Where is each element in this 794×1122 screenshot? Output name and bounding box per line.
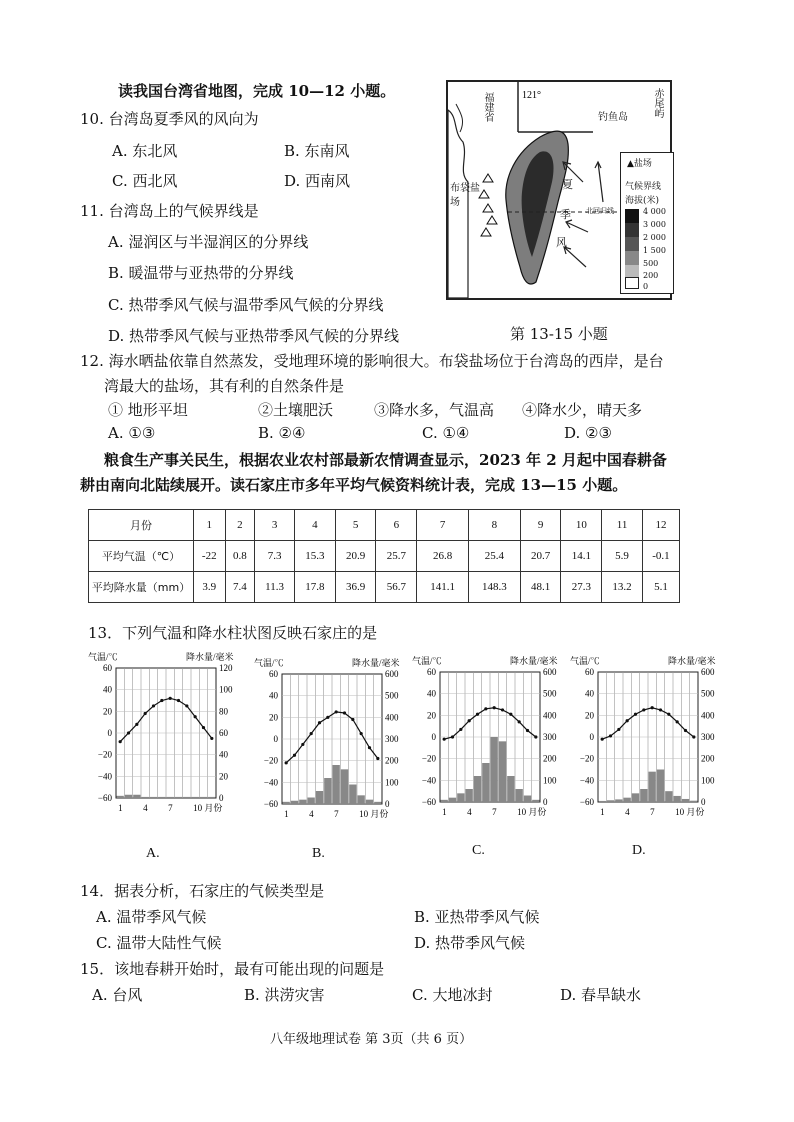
table-row-precip <box>89 572 680 603</box>
chart-a-label: A. <box>146 846 160 861</box>
intro-13-15-line2: 耕由南向北陆续展开。读石家庄市多年平均气候资料统计表，完成 13—15 小题。 <box>80 476 628 494</box>
temp-point <box>509 713 512 716</box>
precip-bar <box>142 797 149 798</box>
precip-tick: 300 <box>385 734 399 744</box>
q10-option-b: B. 东南风 <box>284 142 350 160</box>
temp-tick: 20 <box>103 706 112 717</box>
table-cell: 148.3 <box>468 572 520 603</box>
temp-point <box>335 710 338 713</box>
month-tick: 10 月份 <box>517 807 547 817</box>
precip-bar <box>457 793 464 802</box>
table-cell: 26.8 <box>417 541 469 572</box>
precip-bar <box>624 798 631 802</box>
wind-label-2: 季 <box>560 208 571 221</box>
temp-point <box>376 757 379 760</box>
precip-bar <box>449 798 456 802</box>
precip-tick: 600 <box>385 669 399 679</box>
precip-tick: 0 <box>219 793 224 803</box>
temp-point <box>651 706 654 709</box>
precip-bar <box>283 802 290 804</box>
temp-point <box>368 746 371 749</box>
legend-salt: ▲盐场 <box>627 159 652 169</box>
temp-point <box>119 740 122 743</box>
precip-bar <box>117 796 124 798</box>
table-cell: 9 <box>520 510 561 541</box>
precip-tick: 400 <box>385 712 399 723</box>
temp-point <box>144 712 147 715</box>
precip-bar <box>665 791 672 802</box>
table-cell: 6 <box>376 510 417 541</box>
climate-chart-b <box>252 656 422 826</box>
temp-tick: 60 <box>427 667 436 677</box>
precip-bar <box>482 763 489 802</box>
chart-d-label: D. <box>632 843 646 858</box>
temp-point <box>326 716 329 719</box>
precip-tick: 500 <box>701 688 715 699</box>
precip-bar <box>474 776 481 802</box>
precip-tick: 100 <box>219 684 233 695</box>
precip-bar <box>466 789 473 802</box>
temp-point <box>194 715 197 718</box>
month-tick: 10 月份 <box>359 809 389 819</box>
temp-point <box>135 723 138 726</box>
temp-point <box>526 729 529 732</box>
precip-bar <box>341 769 348 804</box>
legend-level-5: 200 <box>643 271 659 280</box>
temp-point <box>609 734 612 737</box>
q12-option-a: A. ①③ <box>108 424 156 442</box>
temp-tick: 0 <box>273 734 278 744</box>
month-tick: 7 <box>650 807 655 817</box>
table-row-label: 平均气温（℃） <box>89 541 194 572</box>
precip-tick: 600 <box>543 667 557 677</box>
q12-condition-4: ④降水少，晴天多 <box>522 401 643 419</box>
table-cell: 12 <box>642 510 679 541</box>
precip-bar <box>632 793 639 802</box>
temp-point <box>626 719 629 722</box>
temp-tick: −40 <box>97 771 112 782</box>
q10-option-c: C. 西北风 <box>112 172 178 190</box>
temp-axis-title: 气温/℃ <box>412 656 442 666</box>
table-row-temp <box>89 541 680 572</box>
precip-bar <box>507 776 514 802</box>
temp-point <box>351 718 354 721</box>
temp-point <box>684 729 687 732</box>
table-cell: 2 <box>225 510 255 541</box>
legend-level-0: 4 000 <box>643 207 666 216</box>
temp-point <box>169 697 172 700</box>
legend-level-1: 3 000 <box>643 220 666 229</box>
climate-chart-a <box>86 650 256 820</box>
legend-swatch-6 <box>625 277 639 289</box>
temp-point <box>617 728 620 731</box>
table-cell: 1 <box>194 510 226 541</box>
q14-stem: 14．据表分析，石家庄的气候类型是 <box>80 882 325 900</box>
precip-tick: 300 <box>701 732 715 742</box>
temp-point <box>468 719 471 722</box>
temp-tick: −40 <box>263 777 278 788</box>
table-cell: 7.3 <box>255 541 295 572</box>
temp-point <box>534 735 537 738</box>
chart-c-label: C. <box>472 843 485 858</box>
temp-tick: 0 <box>589 732 594 742</box>
temp-tick: 60 <box>103 663 112 673</box>
precip-bar <box>657 770 664 803</box>
q12-condition-2: ②土壤肥沃 <box>258 401 334 419</box>
temp-tick: −20 <box>97 749 112 760</box>
month-tick: 10 月份 <box>193 803 223 813</box>
table-cell: 14.1 <box>561 541 602 572</box>
temp-tick: −60 <box>97 793 112 803</box>
precip-bar <box>649 772 656 802</box>
month-tick: 1 <box>284 809 289 819</box>
precip-tick: 0 <box>385 799 390 809</box>
precip-bar <box>366 800 373 804</box>
precip-tick: 20 <box>219 771 228 782</box>
legend-level-6: 0 <box>643 282 649 291</box>
table-cell: 8 <box>468 510 520 541</box>
precip-bar <box>615 799 622 802</box>
table-cell: 20.7 <box>520 541 561 572</box>
intro-13-15-line1: 粮食生产事关民生，根据农业农村部最新农情调查显示，2023 年 2 月起中国春耕备 <box>104 451 667 469</box>
month-tick: 10 月份 <box>675 807 705 817</box>
table-cell: 5 <box>335 510 376 541</box>
precip-bar <box>324 778 331 804</box>
q13-stem: 13．下列气温和降水柱状图反映石家庄的是 <box>88 624 378 642</box>
precip-bar <box>167 797 174 798</box>
table-cell: 3.9 <box>194 572 226 603</box>
precip-bar <box>682 799 689 802</box>
precip-axis-title: 降水量/毫米 <box>352 658 400 668</box>
precip-axis-title: 降水量/毫米 <box>668 656 716 666</box>
precip-tick: 80 <box>219 706 228 717</box>
table-cell: 17.8 <box>295 572 336 603</box>
precip-bar <box>316 791 323 804</box>
legend-swatch-1 <box>625 209 639 223</box>
temp-point <box>310 732 313 735</box>
climate-chart-c <box>410 654 580 824</box>
precip-bar <box>125 795 132 798</box>
precip-bar <box>299 800 306 804</box>
precip-bar <box>374 802 381 804</box>
precip-bar <box>183 797 190 798</box>
q12-condition-3: ③降水多，气温高 <box>374 401 495 419</box>
precip-bar <box>516 789 523 802</box>
temp-point <box>501 708 504 711</box>
month-tick: 4 <box>309 809 314 819</box>
table-cell: 11.3 <box>255 572 295 603</box>
q12-stem-line1: 12. 海水晒盐依靠自然蒸发，受地理环境的影响很大。布袋盐场位于台湾岛的西岸，是台 <box>80 352 664 370</box>
legend-elev-title: 海拔(米) <box>625 196 660 206</box>
precip-bar <box>599 801 606 802</box>
temp-tick: −40 <box>579 775 594 786</box>
legend-swatch-3 <box>625 237 639 251</box>
temp-point <box>484 707 487 710</box>
month-tick: 4 <box>625 807 630 817</box>
month-tick: 7 <box>334 809 339 819</box>
precip-bar <box>175 797 182 798</box>
temp-tick: 0 <box>431 732 436 742</box>
legend-swatch-4 <box>625 251 639 265</box>
temp-tick: 60 <box>585 667 594 677</box>
precip-bar <box>349 785 356 805</box>
table-cell: 4 <box>295 510 336 541</box>
legend-swatch-5 <box>625 265 639 277</box>
temp-point <box>676 720 679 723</box>
temp-tick: −40 <box>421 775 436 786</box>
q15-option-a: A. 台风 <box>92 986 143 1004</box>
q11-option-a: A. 湿润区与半湿润区的分界线 <box>108 233 309 251</box>
q11-option-c: C. 热带季风气候与温带季风气候的分界线 <box>108 296 384 314</box>
temp-tick: 20 <box>585 710 594 721</box>
precip-bar <box>524 796 531 803</box>
precip-tick: 500 <box>543 688 557 699</box>
month-tick: 7 <box>168 803 173 813</box>
legend-level-3: 1 500 <box>643 246 666 255</box>
temp-point <box>518 720 521 723</box>
wind-label-3: 风 <box>556 236 567 249</box>
precip-bar <box>308 798 315 805</box>
precip-tick: 60 <box>219 728 228 738</box>
q14-option-b: B. 亚热带季风气候 <box>414 908 540 926</box>
precip-tick: 40 <box>219 749 228 760</box>
precip-tick: 0 <box>701 797 706 807</box>
q14-option-c: C. 温带大陆性气候 <box>96 934 222 952</box>
table-cell: 25.4 <box>468 541 520 572</box>
map-legend <box>620 152 674 294</box>
table-cell: 0.8 <box>225 541 255 572</box>
temp-axis-title: 气温/℃ <box>88 652 118 662</box>
temp-point <box>692 735 695 738</box>
table-row-label: 平均降水量（mm） <box>89 572 194 603</box>
table-cell: 11 <box>602 510 643 541</box>
q15-option-d: D. 春旱缺水 <box>560 986 642 1004</box>
precip-tick: 200 <box>701 753 715 764</box>
month-tick: 1 <box>118 803 123 813</box>
precip-bar <box>158 797 165 798</box>
budai-label: 布袋盐场 <box>450 183 480 208</box>
temp-point <box>601 738 604 741</box>
intro-10-12: 读我国台湾省地图，完成 10—12 小题。 <box>118 82 396 100</box>
precip-tick: 100 <box>385 777 399 788</box>
fujian-label: 福建省 <box>482 92 493 122</box>
table-header: 月份 <box>89 510 194 541</box>
precip-tick: 0 <box>543 797 548 807</box>
table-cell: 7.4 <box>225 572 255 603</box>
temp-point <box>642 708 645 711</box>
temp-axis-title: 气温/℃ <box>570 656 600 666</box>
q12-stem-line2: 湾最大的盐场，其有利的自然条件是 <box>104 377 345 395</box>
temp-point <box>360 732 363 735</box>
temp-tick: −20 <box>421 753 436 764</box>
table-cell: 20.9 <box>335 541 376 572</box>
temp-tick: −60 <box>263 799 278 809</box>
temp-tick: 40 <box>103 684 112 695</box>
table-cell: 7 <box>417 510 469 541</box>
chart-b-label: B. <box>312 846 325 861</box>
temp-point <box>185 704 188 707</box>
precip-bar <box>133 795 140 798</box>
precip-tick: 300 <box>543 732 557 742</box>
q12-condition-1: ① 地形平坦 <box>108 401 188 419</box>
climate-table <box>88 509 680 603</box>
temp-tick: −20 <box>263 755 278 766</box>
table-cell: 36.9 <box>335 572 376 603</box>
table-cell: 10 <box>561 510 602 541</box>
precip-tick: 400 <box>701 710 715 721</box>
temp-point <box>127 731 130 734</box>
precip-tick: 500 <box>385 690 399 701</box>
month-tick: 7 <box>492 807 497 817</box>
precip-tick: 200 <box>543 753 557 764</box>
precip-bar <box>532 800 539 802</box>
precip-tick: 100 <box>543 775 557 786</box>
temp-point <box>318 721 321 724</box>
temp-tick: 40 <box>269 690 278 701</box>
table-cell: 15.3 <box>295 541 336 572</box>
q10-option-d: D. 西南风 <box>284 172 351 190</box>
precip-bar <box>491 737 498 802</box>
precip-bar <box>499 741 506 802</box>
temp-tick: −60 <box>579 797 594 807</box>
q14-option-d: D. 热带季风气候 <box>414 934 526 952</box>
precip-bar <box>208 797 215 798</box>
temp-tick: 20 <box>427 710 436 721</box>
q14-option-a: A. 温带季风气候 <box>96 908 207 926</box>
temp-axis-title: 气温/℃ <box>254 658 284 668</box>
temp-point <box>210 737 213 740</box>
q15-option-c: C. 大地冰封 <box>412 986 493 1004</box>
temp-point <box>634 713 637 716</box>
precip-tick: 400 <box>543 710 557 721</box>
precip-bar <box>640 789 647 802</box>
temp-tick: −20 <box>579 753 594 764</box>
temp-point <box>293 754 296 757</box>
q10-option-a: A. 东北风 <box>112 142 178 160</box>
month-tick: 4 <box>467 807 472 817</box>
temp-point <box>659 708 662 711</box>
precip-bar <box>607 800 614 802</box>
temp-tick: 0 <box>107 728 112 738</box>
q15-option-b: B. 洪涝灾害 <box>244 986 325 1004</box>
precip-bar <box>150 797 157 798</box>
precip-tick: 100 <box>701 775 715 786</box>
precip-bar <box>192 797 199 798</box>
legend-swatch-2 <box>625 223 639 237</box>
precip-bar <box>358 795 365 804</box>
month-tick: 1 <box>442 807 447 817</box>
chiwei-label: 赤尾屿 <box>652 88 663 118</box>
temp-point <box>301 743 304 746</box>
temp-point <box>343 711 346 714</box>
temp-point <box>443 738 446 741</box>
month-tick: 4 <box>143 803 148 813</box>
table-cell: 13.2 <box>602 572 643 603</box>
precip-bar <box>690 801 697 802</box>
table-cell: 25.7 <box>376 541 417 572</box>
temp-point <box>285 761 288 764</box>
temp-point <box>476 713 479 716</box>
temp-point <box>667 713 670 716</box>
temp-tick: 40 <box>427 688 436 699</box>
tropic-label: 北回归线 <box>586 207 614 215</box>
q11-option-d: D. 热带季风气候与亚热带季风气候的分界线 <box>108 327 400 345</box>
precip-axis-title: 降水量/毫米 <box>186 652 234 662</box>
precip-tick: 120 <box>219 663 233 673</box>
month-tick: 1 <box>600 807 605 817</box>
temp-point <box>459 728 462 731</box>
temp-tick: 40 <box>585 688 594 699</box>
precip-bar <box>291 801 298 804</box>
temp-tick: 60 <box>269 669 278 679</box>
page-footer: 八年级地理试卷 第 3页（共 6 页） <box>270 1032 473 1047</box>
table-cell: -0.1 <box>642 541 679 572</box>
temp-point <box>493 706 496 709</box>
temp-tick: −60 <box>421 797 436 807</box>
precip-bar <box>333 765 340 804</box>
q11-option-b: B. 暖温带与亚热带的分界线 <box>108 264 294 282</box>
table-cell: 56.7 <box>376 572 417 603</box>
map-caption: 第 13-15 小题 <box>510 325 608 343</box>
temp-point <box>177 699 180 702</box>
table-cell: 3 <box>255 510 295 541</box>
precip-tick: 200 <box>385 755 399 766</box>
q12-option-c: C. ①④ <box>422 424 470 442</box>
precip-bar <box>674 796 681 802</box>
q15-stem: 15．该地春耕开始时，最有可能出现的问题是 <box>80 960 385 978</box>
temp-point <box>202 726 205 729</box>
precip-tick: 600 <box>701 667 715 677</box>
q12-option-d: D. ②③ <box>564 424 612 442</box>
q12-option-b: B. ②④ <box>258 424 306 442</box>
temp-tick: 20 <box>269 712 278 723</box>
lon-label: 121° <box>522 90 541 101</box>
table-cell: -22 <box>194 541 226 572</box>
legend-level-2: 2 000 <box>643 233 666 242</box>
precip-bar <box>200 797 207 798</box>
table-cell: 5.1 <box>642 572 679 603</box>
q11-stem: 11. 台湾岛上的气候界线是 <box>80 202 259 220</box>
diaoyu-label: 钓鱼岛 <box>598 112 628 123</box>
temp-point <box>451 735 454 738</box>
precip-bar <box>441 800 448 802</box>
legend-level-4: 500 <box>643 259 659 268</box>
precip-axis-title: 降水量/毫米 <box>510 656 558 666</box>
legend-boundary: 气候界线 <box>625 182 662 192</box>
table-row-months <box>89 510 680 541</box>
climate-chart-d <box>568 654 738 824</box>
table-cell: 141.1 <box>417 572 469 603</box>
wind-label-1: 夏 <box>562 178 573 191</box>
temp-point <box>160 699 163 702</box>
table-cell: 27.3 <box>561 572 602 603</box>
table-cell: 48.1 <box>520 572 561 603</box>
q10-stem: 10. 台湾岛夏季风的风向为 <box>80 110 259 128</box>
temp-point <box>152 704 155 707</box>
table-cell: 5.9 <box>602 541 643 572</box>
